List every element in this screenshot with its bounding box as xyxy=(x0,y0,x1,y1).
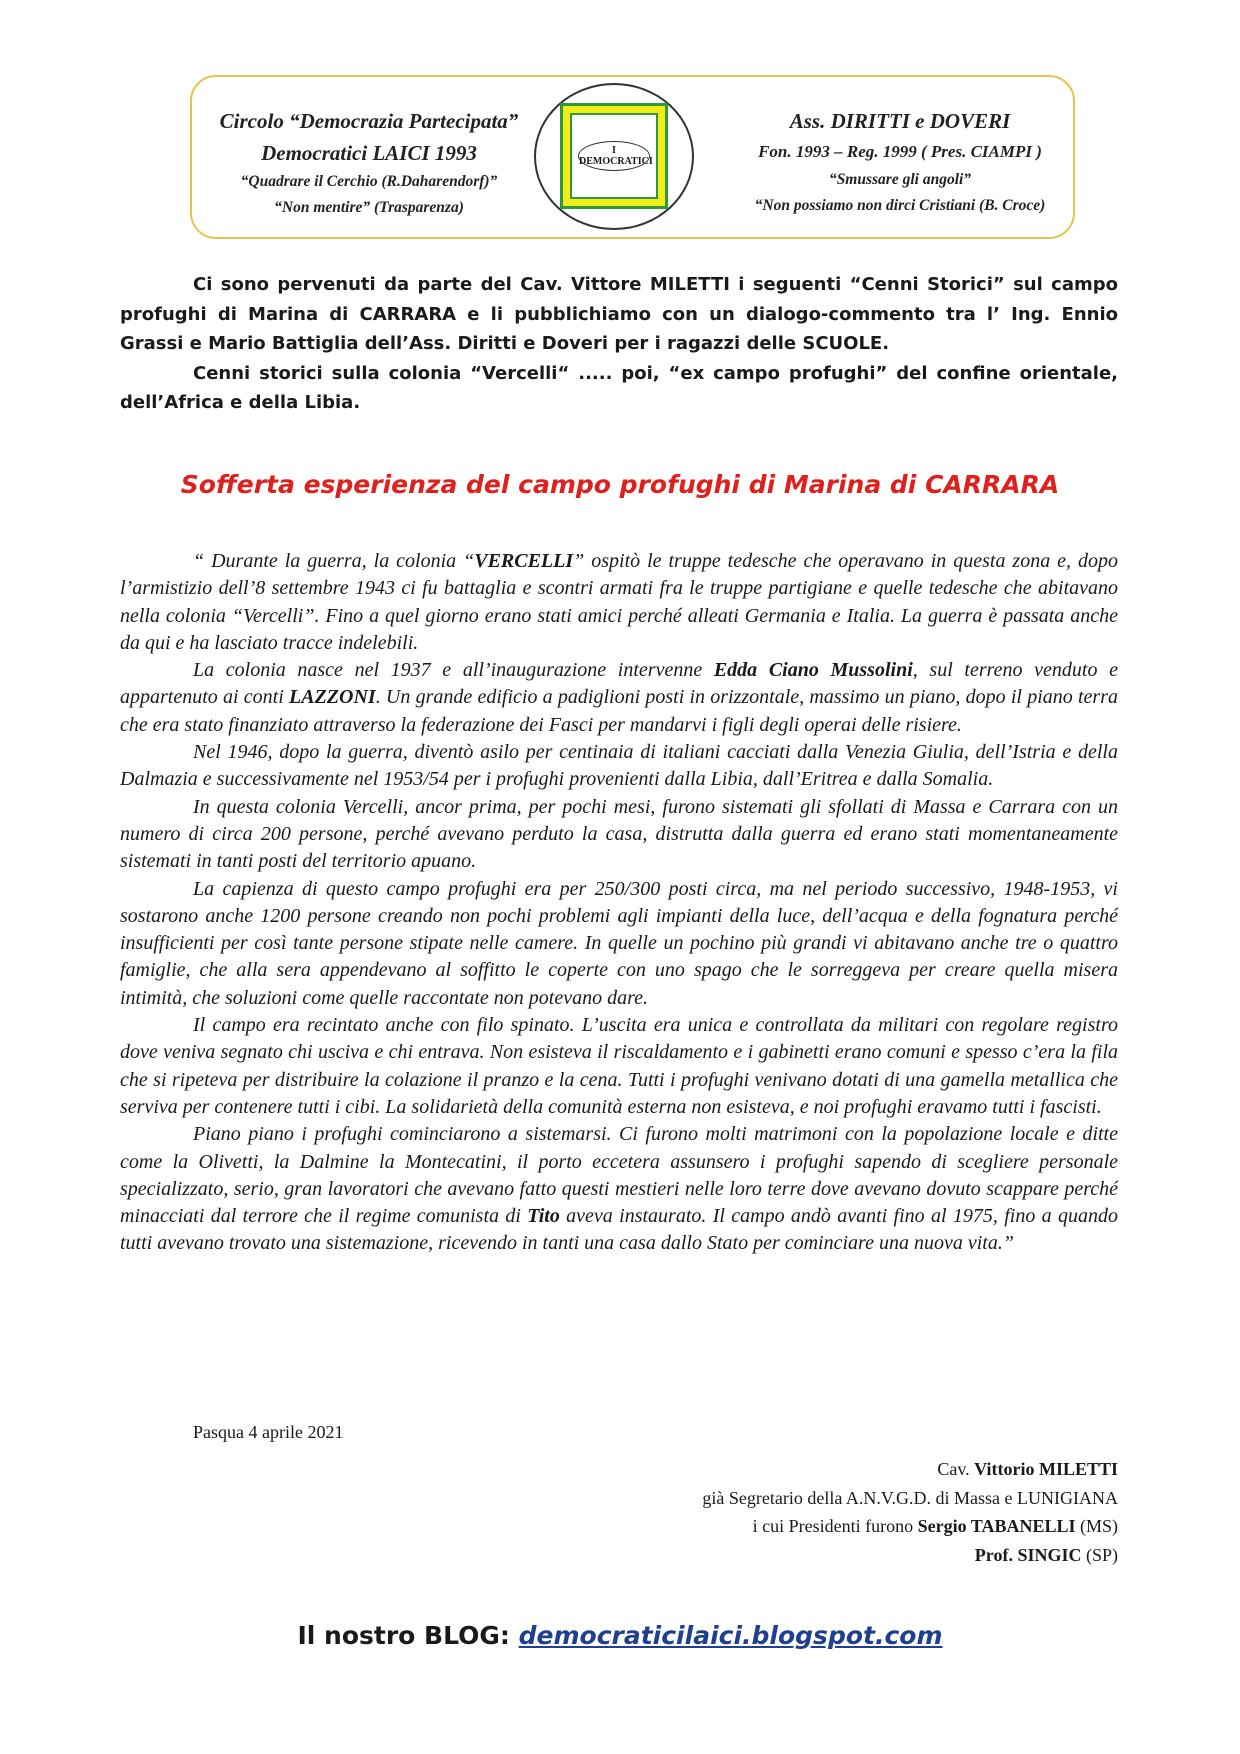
text-run: Piano piano i profughi cominciarono a sistemarsi. Ci furono molti matrimoni con la popolazione locale e ditte come la Olivetti, la Dalmine la Montecatini, il porto eccetera assunsero i profughi sapendo di scegliere personale specializzato, serio, gran lavoratori che avevano fatto questi mestieri nelle loro terre dove avevano dovuto scappare perché minacciati dal terrore che il regime comunista di xyxy=(120,1123,1118,1228)
text-run: . Un grande edificio a padiglioni posti in orizzontale, massimo un piano, dopo il piano terra che era stato finanziato attraverso la federazione dei Fasci per mandarvi i figli degli operai delle risiere. xyxy=(120,686,1118,736)
signature-line-2: già Segretario della A.N.V.G.D. di Massa e LUNIGIANA xyxy=(702,1487,1118,1508)
letterhead xyxy=(190,75,1075,239)
bold-vercelli: VERCELLI xyxy=(474,550,574,572)
body-paragraph-7 xyxy=(120,1121,1118,1257)
intro-paragraph-2: Cenni storici sulla colonia “Vercelli“ ..... poi, “ex campo profughi” del confine orientale, dell’Africa e della Libia. xyxy=(120,362,1118,413)
text-run: “ Durante la guerra, la colonia “ xyxy=(193,550,475,572)
motto-left-2: “Non mentire” (Trasparenza) xyxy=(274,199,464,216)
foundation-info: Fon. 1993 – Reg. 1999 ( Pres. CIAMPI ) xyxy=(758,142,1042,161)
logo-text-democratici: DEMOCRATICI xyxy=(579,156,653,167)
body-paragraph-2 xyxy=(120,657,1118,739)
body-paragraph-4: In questa colonia Vercelli, ancor prima, per pochi mesi, furono sistemati gli sfollati di Massa e Carrara con un numero di circa 200 persone, perché avevano perduto la casa, distrutta dalla guerra ed erano stati momentaneamente sistemati in tanti posti del territorio apuano. xyxy=(120,795,1118,873)
president-name: Sergio TABANELLI xyxy=(917,1516,1076,1536)
body-paragraph-5: La capienza di questo campo profughi era per 250/300 posti circa, ma nel periodo successivo, 1948-1953, vi sostarono anche 1200 persone creando non pochi problemi agli impianti della luce, dell’acqua e della fognatura perché insufficienti per così tante persone stipate nelle camere. In quelle un pochino più grandi vi abitavano anche tre o quattro famiglie, che alla sera appendevano al soffitto le coperte con uno spago che le sorreggeva per creare quella misera intimità, che soluzioni come quelle raccontate non potevano dare. xyxy=(120,877,1118,1009)
logo-square xyxy=(560,103,668,209)
logo-inner xyxy=(570,113,658,199)
signature-line-1 xyxy=(702,1455,1118,1484)
signature-block xyxy=(702,1455,1118,1569)
blog-link[interactable]: democraticilaici.blogspot.com xyxy=(518,1621,943,1650)
signature-line-4 xyxy=(702,1541,1118,1570)
letterhead-right xyxy=(735,105,1065,219)
body-paragraph-1 xyxy=(120,548,1118,657)
article-title: Sofferta esperienza del campo profughi di Marina di CARRARA xyxy=(180,470,1060,499)
text-run: ” ospitò le truppe tedesche che operavano in questa zona e, dopo l’armistizio dell’8 settembre 1943 ci fu battaglia e scontri armati fra le truppe partigiane e quelle tedesche che abitavano nella colonia “Vercelli”. Fino a quel giorno erano stati amici perché alleati Germania e Italia. La guerra è passata anche da qui e ha lasciato tracce indelebili. xyxy=(120,550,1118,654)
motto-right-2: “Non possiamo non dirci Cristiani (B. Croce) xyxy=(754,197,1046,214)
blog-footer xyxy=(0,1621,1240,1650)
logo-text-i: I xyxy=(612,145,616,156)
text-run: Cav. xyxy=(937,1459,975,1479)
signer-name: Vittorio MILETTI xyxy=(974,1459,1118,1479)
text-run: (SP) xyxy=(1081,1544,1118,1565)
bold-edda: Edda Ciano Mussolini xyxy=(713,659,913,682)
signature-line-3 xyxy=(702,1512,1118,1541)
text-run: , sul terreno venduto e appartenuto ai conti xyxy=(120,659,1118,709)
bold-tito: Tito xyxy=(527,1205,560,1228)
letterhead-left xyxy=(204,105,534,221)
intro-paragraph-1: Ci sono pervenuti da parte del Cav. Vittore MILETTI i seguenti “Cenni Storici” sul campo profughi di Marina di CARRARA e li pubblichiamo con un dialogo-commento tra l’ Ing. Ennio Grassi e Mario Battiglia dell’Ass. Diritti e Doveri per i ragazzi delle SCUOLE. xyxy=(120,274,1118,354)
democratici-laici: Democratici LAICI 1993 xyxy=(261,141,477,165)
logo-oval xyxy=(578,141,653,171)
body-paragraph-3: Nel 1946, dopo la guerra, diventò asilo per centinaia di italiani cacciati dalla Venezia Giulia, dell’Istria e della Dalmazia e successivamente nel 1953/54 per i profughi provenienti dalla Libia, dall’Eritrea e dalla Somalia. xyxy=(120,741,1118,791)
intro-section xyxy=(120,270,1118,418)
blog-label: Il nostro BLOG: xyxy=(297,1621,519,1650)
body-paragraph-6: Il campo era recintato anche con filo spinato. L’uscita era unica e controllata da militari con regolare registro dove veniva segnato chi usciva e chi entrava. Non esisteva il riscaldamento e i gabinetti erano comuni e spesso c’era la fila che si ripeteva per distribuire la colazione il pranzo e la cena. Tutti i profughi venivano dotati di una gamella metallica che serviva per contenere tutti i cibi. La solidarietà della comunità esterna non esisteva, e noi profughi eravamo tutti i fascisti. xyxy=(120,1014,1118,1118)
motto-right-1: “Smussare gli angoli” xyxy=(828,171,972,188)
association-name: Ass. DIRITTI e DOVERI xyxy=(789,109,1011,133)
date-line: Pasqua 4 aprile 2021 xyxy=(193,1422,344,1442)
text-run: (MS) xyxy=(1075,1516,1118,1536)
circolo-name: Circolo “Democrazia Partecipata” xyxy=(219,109,519,133)
motto-left-1: “Quadrare il Cerchio (R.Daharendorf)” xyxy=(240,173,498,190)
bold-lazzoni: LAZZONI xyxy=(289,686,376,709)
prof-name: Prof. SINGIC xyxy=(974,1544,1082,1565)
text-run: i cui Presidenti furono xyxy=(752,1516,918,1536)
text-run: La colonia nasce nel 1937 e all’inaugurazione intervenne xyxy=(193,659,714,682)
logo xyxy=(532,81,698,233)
article-body xyxy=(120,548,1118,1258)
text-run: aveva instaurato. Il campo andò avanti fino al 1975, fino a quando tutti avevano trovato una sistemazione, ricevendo in tanti una casa dallo Stato per cominciare una nuova vita.” xyxy=(120,1205,1118,1255)
